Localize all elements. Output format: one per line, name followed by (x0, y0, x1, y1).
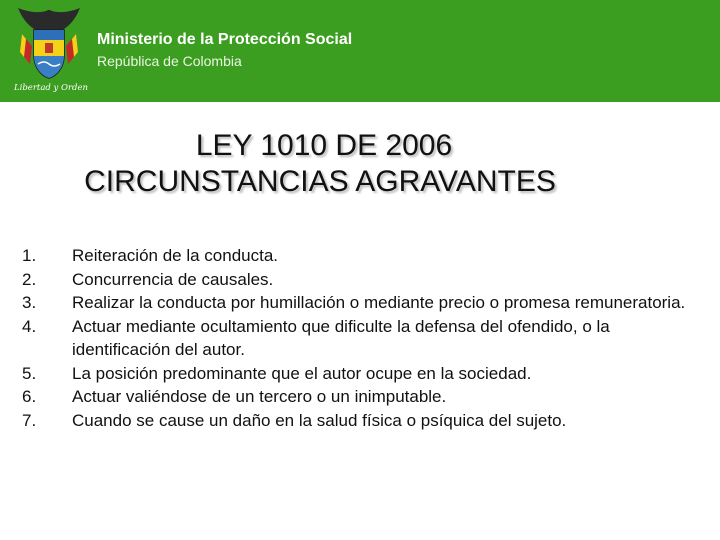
title-line-2: CIRCUNSTANCIAS AGRAVANTES (84, 165, 556, 198)
list-item (22, 315, 702, 362)
item-number: 4. (22, 316, 37, 336)
item-text: La posición predominante que el autor ocupe en la sociedad. (72, 363, 532, 383)
header-banner (0, 0, 720, 102)
item-number: 1. (22, 246, 37, 265)
item-text: Actuar valiéndose de un tercero o un inimputable. (72, 387, 447, 406)
list-item (22, 362, 702, 386)
colombia-coat-of-arms-logo (14, 6, 89, 98)
logo-motto: Libertad y Orden (14, 83, 89, 93)
list-item (22, 268, 702, 292)
item-number: 7. (22, 410, 37, 430)
aggravating-circumstances-list (22, 244, 702, 432)
item-text: Reiteración de la conducta. (72, 246, 279, 265)
list-item (22, 244, 702, 268)
item-text: Concurrencia de causales. (72, 269, 274, 289)
ministry-name: Ministerio de la Protección Social (97, 31, 353, 48)
coat-of-arms-icon (14, 6, 84, 84)
item-number: 3. (22, 293, 37, 312)
title-line-1: LEY 1010 DE 2006 (195, 129, 453, 162)
item-text: Realizar la conducta por humillación o mediante precio o promesa remuneratoria. (72, 293, 686, 312)
list-item (22, 409, 702, 433)
list-item (22, 291, 702, 315)
item-text: Cuando se cause un daño en la salud física o psíquica del sujeto. (72, 410, 567, 430)
slide-title (0, 128, 640, 200)
item-number: 5. (22, 363, 37, 383)
item-text: Actuar mediante ocultamiento que dificulte la defensa del ofendido, o la identificación del autor. (72, 316, 610, 359)
item-number: 6. (22, 387, 37, 406)
item-number: 2. (22, 269, 37, 289)
list-item (22, 385, 702, 409)
republic-name: República de Colombia (97, 53, 242, 69)
